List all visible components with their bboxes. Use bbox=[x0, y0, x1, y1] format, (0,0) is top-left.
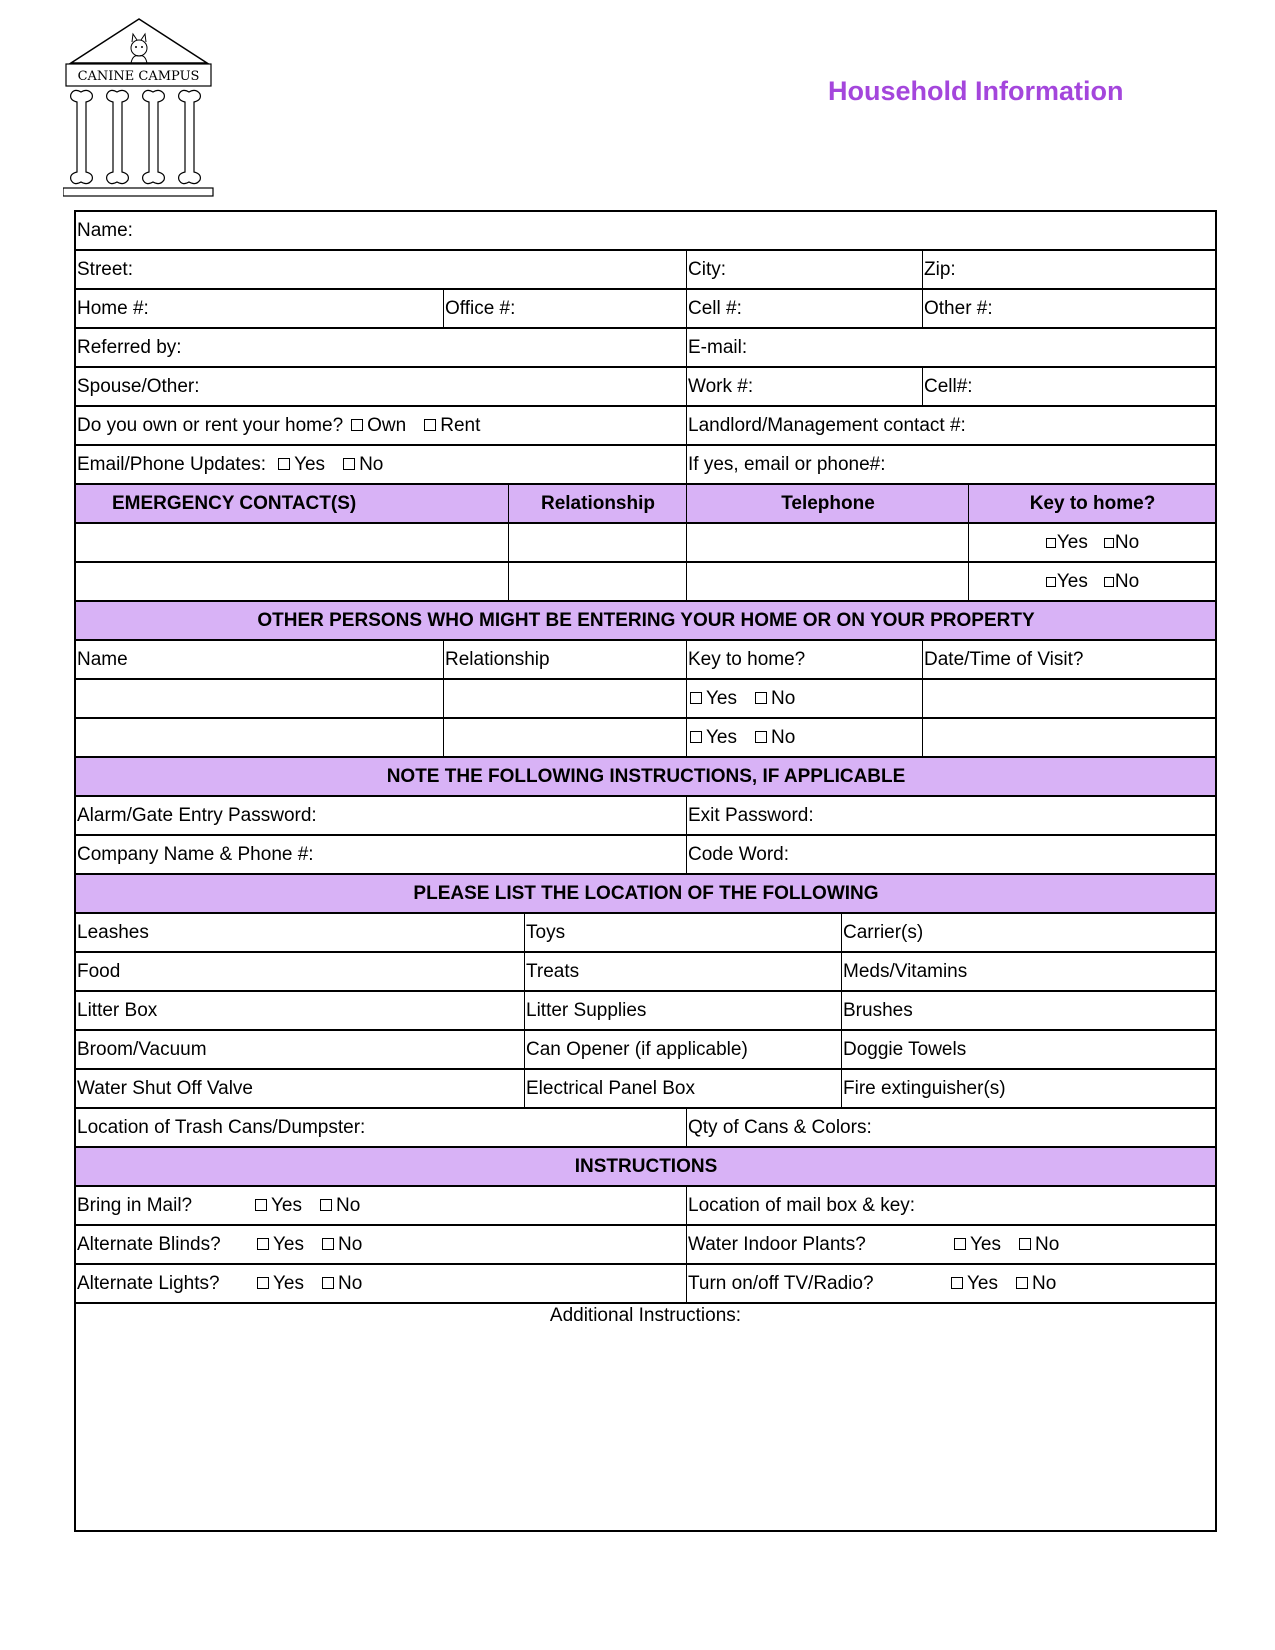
yes-label: Yes bbox=[294, 454, 326, 475]
col-date-time-visit: Date/Time of Visit? bbox=[924, 649, 1084, 670]
other-person-row bbox=[76, 719, 1215, 758]
locations-header: PLEASE LIST THE LOCATION OF THE FOLLOWING bbox=[413, 883, 879, 904]
emergency-telephone-cell[interactable] bbox=[687, 563, 969, 600]
emergency-relationship-cell[interactable] bbox=[509, 563, 687, 600]
updates-yes-checkbox[interactable] bbox=[278, 458, 290, 470]
additional-instructions-label: Additional Instructions: bbox=[549, 1305, 742, 1326]
location-field[interactable]: Carrier(s) bbox=[843, 922, 924, 943]
emergency-header bbox=[76, 485, 1215, 524]
tv-label: Turn on/off TV/Radio? bbox=[688, 1273, 874, 1294]
yes-label: Yes bbox=[273, 1273, 304, 1294]
cans-qty-field[interactable]: Qty of Cans & Colors: bbox=[688, 1117, 872, 1138]
location-row bbox=[76, 914, 1215, 953]
no-label: No bbox=[1032, 1273, 1057, 1294]
alternate-blinds-field bbox=[76, 1226, 687, 1263]
plants-label: Water Indoor Plants? bbox=[688, 1234, 866, 1255]
yes-label: Yes bbox=[273, 1234, 304, 1255]
col-relationship: Relationship bbox=[444, 641, 687, 678]
home-phone-field[interactable]: Home #: bbox=[76, 290, 444, 327]
yes-label: Yes bbox=[967, 1273, 998, 1294]
mailbox-location-field[interactable]: Location of mail box & key: bbox=[688, 1195, 916, 1216]
emergency-telephone-cell[interactable] bbox=[687, 524, 969, 561]
location-row bbox=[76, 953, 1215, 992]
no-label: No bbox=[359, 454, 384, 475]
other-phone-field[interactable]: Other #: bbox=[924, 298, 993, 319]
alternate-lights-field bbox=[76, 1265, 687, 1302]
yes-label: Yes bbox=[1056, 532, 1088, 553]
location-field[interactable]: Meds/Vitamins bbox=[843, 961, 968, 982]
emergency-name-cell[interactable] bbox=[76, 524, 509, 561]
no-label: No bbox=[1035, 1234, 1060, 1255]
city-field[interactable]: City: bbox=[687, 251, 923, 288]
no-label: No bbox=[338, 1234, 363, 1255]
location-field[interactable]: Fire extinguisher(s) bbox=[843, 1078, 1006, 1099]
rent-label: Rent bbox=[440, 415, 481, 436]
office-phone-field[interactable]: Office #: bbox=[444, 290, 687, 327]
header-emergency-contacts: EMERGENCY CONTACT(S) bbox=[76, 485, 509, 522]
email-field[interactable]: E-mail: bbox=[688, 337, 748, 358]
yes-label: Yes bbox=[1056, 571, 1088, 592]
company-phone-field[interactable]: Company Name & Phone #: bbox=[76, 836, 687, 873]
plants-yes-checkbox[interactable] bbox=[954, 1238, 966, 1250]
updates-field bbox=[76, 446, 687, 483]
household-form bbox=[74, 210, 1217, 1532]
no-label: No bbox=[1114, 532, 1140, 553]
no-label: No bbox=[336, 1195, 361, 1216]
location-row bbox=[76, 1031, 1215, 1070]
own-rent-field bbox=[76, 407, 687, 444]
key-yes-checkbox[interactable] bbox=[690, 731, 702, 743]
work-phone-field[interactable]: Work #: bbox=[687, 368, 923, 405]
person-relationship-cell[interactable] bbox=[444, 719, 687, 756]
instructions-header: INSTRUCTIONS bbox=[574, 1156, 718, 1177]
mail-yes-checkbox[interactable] bbox=[255, 1199, 267, 1211]
blinds-yes-checkbox[interactable] bbox=[257, 1238, 269, 1250]
referred-by-field[interactable]: Referred by: bbox=[76, 329, 687, 366]
location-field[interactable]: Brushes bbox=[843, 1000, 913, 1021]
own-checkbox[interactable] bbox=[351, 419, 363, 431]
location-field[interactable]: Broom/Vacuum bbox=[76, 1031, 525, 1068]
alarm-password-field[interactable]: Alarm/Gate Entry Password: bbox=[76, 797, 687, 834]
street-field[interactable]: Street: bbox=[76, 251, 687, 288]
key-yes-checkbox[interactable] bbox=[690, 692, 702, 704]
location-field[interactable]: Water Shut Off Valve bbox=[76, 1070, 525, 1107]
person-key-cell bbox=[687, 719, 923, 756]
no-label: No bbox=[1114, 571, 1140, 592]
rent-checkbox[interactable] bbox=[424, 419, 436, 431]
location-row bbox=[76, 992, 1215, 1031]
yes-label: Yes bbox=[970, 1234, 1001, 1255]
person-name-cell[interactable] bbox=[76, 680, 444, 717]
yes-label: Yes bbox=[706, 727, 737, 748]
zip-field[interactable]: Zip: bbox=[924, 259, 956, 280]
emergency-row bbox=[76, 563, 1215, 602]
header-telephone: Telephone bbox=[687, 485, 969, 522]
lights-no-checkbox[interactable] bbox=[322, 1277, 334, 1289]
other-persons-header: OTHER PERSONS WHO MIGHT BE ENTERING YOUR HOME OR ON YOUR PROPERTY bbox=[257, 610, 1035, 631]
key-no-checkbox[interactable] bbox=[1104, 538, 1114, 548]
lights-yes-checkbox[interactable] bbox=[257, 1277, 269, 1289]
emergency-key-cell bbox=[969, 563, 1215, 600]
location-field[interactable]: Litter Box bbox=[76, 992, 525, 1029]
emergency-key-cell bbox=[969, 524, 1215, 561]
if-yes-contact-field[interactable]: If yes, email or phone#: bbox=[688, 454, 886, 475]
no-label: No bbox=[771, 727, 796, 748]
location-field[interactable]: Doggie Towels bbox=[843, 1039, 967, 1060]
col-name: Name bbox=[76, 641, 444, 678]
person-key-cell bbox=[687, 680, 923, 717]
name-field[interactable]: Name: bbox=[77, 220, 133, 241]
tv-radio-field bbox=[687, 1265, 1215, 1302]
spouse-cell-field[interactable]: Cell#: bbox=[924, 376, 973, 397]
location-field[interactable]: Leashes bbox=[76, 914, 525, 951]
key-yes-checkbox[interactable] bbox=[1046, 577, 1056, 587]
water-plants-field bbox=[687, 1226, 1215, 1263]
page-title: Household Information bbox=[828, 76, 1124, 106]
emergency-row bbox=[76, 524, 1215, 563]
cell-phone-field[interactable]: Cell #: bbox=[687, 290, 923, 327]
location-field[interactable]: Electrical Panel Box bbox=[525, 1070, 842, 1107]
updates-no-checkbox[interactable] bbox=[343, 458, 355, 470]
key-no-checkbox[interactable] bbox=[755, 731, 767, 743]
person-name-cell[interactable] bbox=[76, 719, 444, 756]
lights-label: Alternate Lights? bbox=[77, 1273, 220, 1294]
note-header: NOTE THE FOLLOWING INSTRUCTIONS, IF APPLICABLE bbox=[386, 766, 906, 787]
mail-no-checkbox[interactable] bbox=[320, 1199, 332, 1211]
plants-no-checkbox[interactable] bbox=[1019, 1238, 1031, 1250]
tv-yes-checkbox[interactable] bbox=[951, 1277, 963, 1289]
bring-mail-field bbox=[76, 1187, 687, 1224]
updates-label: Email/Phone Updates: bbox=[77, 454, 267, 475]
emergency-name-cell[interactable] bbox=[76, 563, 509, 600]
exit-password-field[interactable]: Exit Password: bbox=[688, 805, 814, 826]
person-relationship-cell[interactable] bbox=[444, 680, 687, 717]
person-visit-cell[interactable] bbox=[923, 719, 1215, 756]
additional-instructions-box[interactable] bbox=[76, 1304, 1215, 1532]
key-no-checkbox[interactable] bbox=[1104, 577, 1114, 587]
landlord-field[interactable]: Landlord/Management contact #: bbox=[688, 415, 966, 436]
bring-mail-label: Bring in Mail? bbox=[77, 1195, 193, 1216]
svg-text:CANINE CAMPUS: CANINE CAMPUS bbox=[77, 69, 200, 84]
no-label: No bbox=[338, 1273, 363, 1294]
location-field[interactable]: Toys bbox=[525, 914, 842, 951]
person-visit-cell[interactable] bbox=[923, 680, 1215, 717]
no-label: No bbox=[771, 688, 796, 709]
tv-no-checkbox[interactable] bbox=[1016, 1277, 1028, 1289]
own-label: Own bbox=[367, 415, 407, 436]
key-yes-checkbox[interactable] bbox=[1046, 538, 1056, 548]
code-word-field[interactable]: Code Word: bbox=[688, 844, 790, 865]
yes-label: Yes bbox=[271, 1195, 302, 1216]
spouse-field[interactable]: Spouse/Other: bbox=[76, 368, 687, 405]
col-key-to-home: Key to home? bbox=[687, 641, 923, 678]
location-field[interactable]: Food bbox=[76, 953, 525, 990]
location-field[interactable]: Can Opener (if applicable) bbox=[525, 1031, 842, 1068]
emergency-relationship-cell[interactable] bbox=[509, 524, 687, 561]
location-field[interactable]: Litter Supplies bbox=[525, 992, 842, 1029]
blinds-label: Alternate Blinds? bbox=[77, 1234, 221, 1255]
blinds-no-checkbox[interactable] bbox=[322, 1238, 334, 1250]
location-row bbox=[76, 1070, 1215, 1109]
header-key-to-home: Key to home? bbox=[1029, 493, 1156, 514]
trash-location-field[interactable]: Location of Trash Cans/Dumpster: bbox=[76, 1109, 687, 1146]
header-relationship: Relationship bbox=[509, 485, 687, 522]
yes-label: Yes bbox=[706, 688, 737, 709]
key-no-checkbox[interactable] bbox=[755, 692, 767, 704]
canine-campus-logo bbox=[63, 18, 215, 198]
location-field[interactable]: Treats bbox=[525, 953, 842, 990]
own-rent-label: Do you own or rent your home? bbox=[77, 415, 344, 436]
other-person-row bbox=[76, 680, 1215, 719]
